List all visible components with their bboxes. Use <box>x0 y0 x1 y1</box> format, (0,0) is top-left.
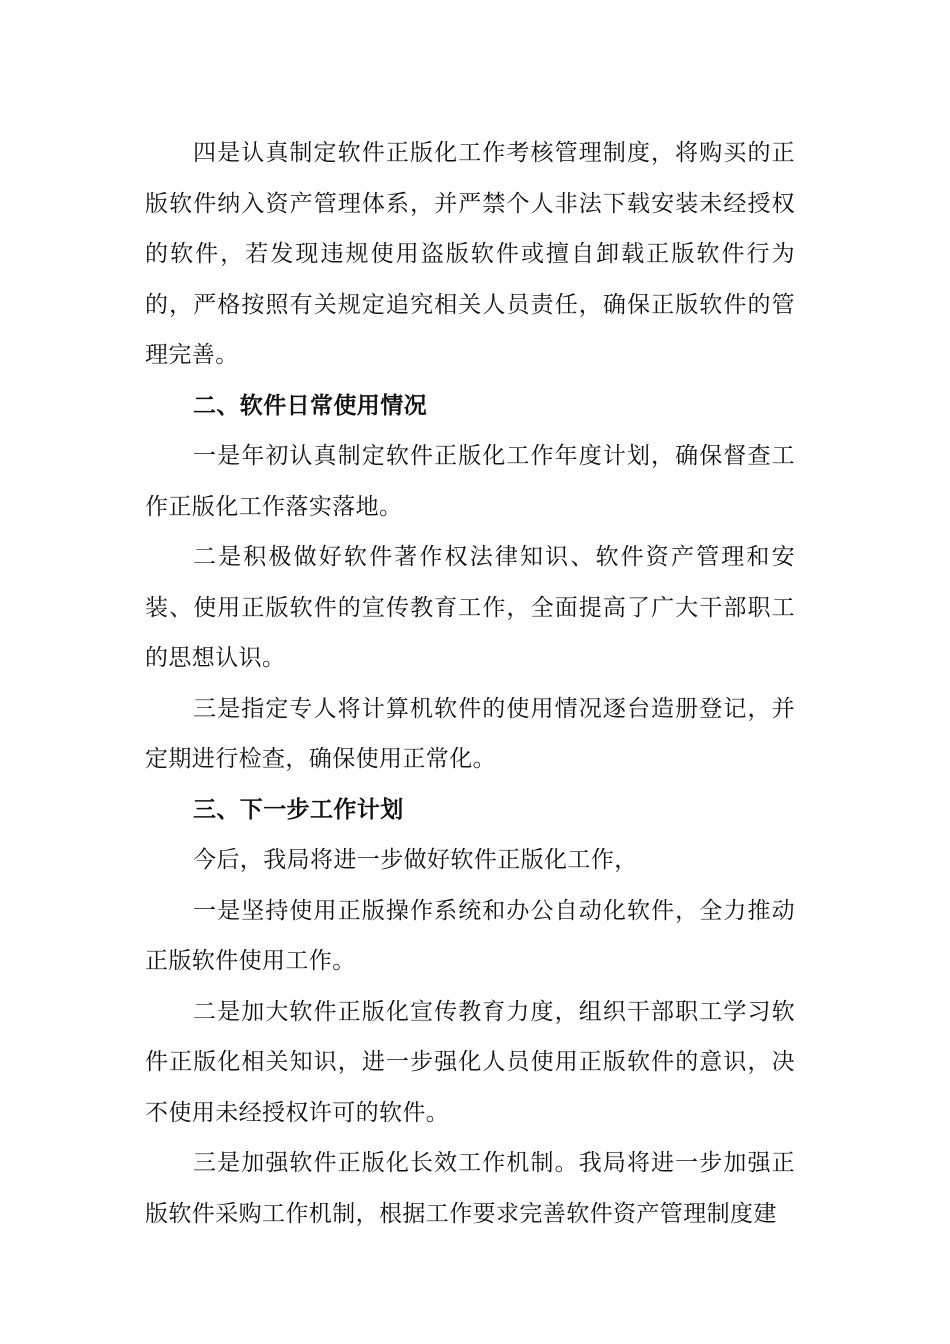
paragraph-publicity-education: 二是积极做好软件著作权法律知识、软件资产管理和安装、使用正版软件的宣传教育工作，全面提高了广大干部职工的思想认识。 <box>145 544 795 671</box>
paragraph-training: 二是加大软件正版化宣传教育力度，组织干部职工学习软件正版化相关知识，进一步强化人员使用正版软件的意识，决不使用未经授权许可的软件。 <box>145 998 795 1126</box>
paragraph-annual-plan: 一是年初认真制定软件正版化工作年度计划，确保督查工作正版化工作落实落地。 <box>145 443 795 520</box>
document-page <box>145 128 795 1239</box>
paragraph-genuine-os: 一是坚持使用正版操作系统和办公自动化软件，全力推动正版软件使用工作。 <box>145 897 795 974</box>
paragraph-intro-next-steps: 今后，我局将进一步做好软件正版化工作， <box>193 847 638 873</box>
paragraph-asset-management: 四是认真制定软件正版化工作考核管理制度，将购买的正版软件纳入资产管理体系，并严禁个人非法下载安装未经授权的软件，若发现违规使用盗版软件或擅自卸载正版软件行为的，严格按照有关规定追究相关人员责任，确保正版软件的管理完善。 <box>145 140 795 368</box>
section-heading-next-steps: 三、下一步工作计划 <box>193 796 404 823</box>
paragraph-registration-check: 三是指定专人将计算机软件的使用情况逐台造册登记，并定期进行检查，确保使用正常化。 <box>145 695 795 772</box>
paragraph-long-term-mechanism: 三是加强软件正版化长效工作机制。我局将进一步加强正版软件采购工作机制，根据工作要求完善软件资产管理制度建 <box>145 1150 795 1227</box>
section-heading-daily-usage: 二、软件日常使用情况 <box>193 392 427 419</box>
